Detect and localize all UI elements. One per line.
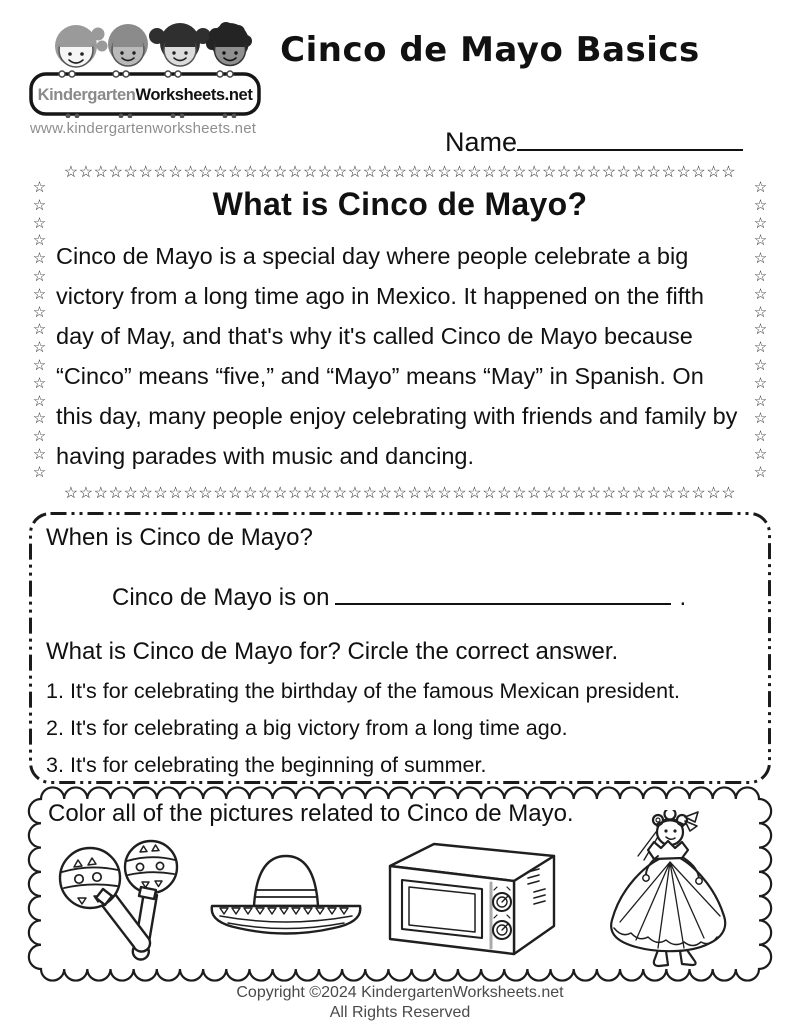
logo-banner-text — [31, 80, 259, 110]
worksheet-title: Cinco de Mayo Basics — [280, 30, 700, 70]
picture-dancer[interactable] — [596, 810, 741, 977]
footer-rights: All Rights Reserved — [329, 1004, 471, 1021]
choice-3-text: It's for celebrating the beginning of summer. — [70, 753, 487, 777]
logo-banner-black: Worksheets.net — [135, 86, 253, 104]
maracas-icon — [52, 834, 194, 972]
choice-1-text: It's for celebrating the birthday of the famous Mexican president. — [70, 679, 681, 703]
name-blank-line[interactable] — [517, 122, 743, 151]
coloring-box — [30, 788, 770, 980]
choice-2-number: 2. — [46, 716, 64, 740]
choice-2-text: It's for celebrating a big victory from a long time ago. — [70, 716, 568, 740]
reading-heading: What is Cinco de Mayo? — [212, 186, 588, 222]
logo-banner-gray: Kindergarten — [37, 86, 136, 104]
choice-1[interactable] — [46, 673, 758, 710]
dancer-icon — [596, 810, 741, 972]
choices-list — [46, 673, 758, 784]
star-border-top: ☆☆☆☆☆☆☆☆☆☆☆☆☆☆☆☆☆☆☆☆☆☆☆☆☆☆☆☆☆☆☆☆☆☆☆☆☆☆☆☆☆☆☆☆☆ — [63, 164, 737, 181]
choice-3-number: 3. — [46, 753, 64, 777]
picture-maracas[interactable] — [52, 834, 194, 977]
choice-1-number: 1. — [46, 679, 64, 703]
reading-paragraph: Cinco de Mayo is a special day where people celebrate a big victory from a long time ago in Mexico. It happened on the fifth day of May, and that's why it's called Cinco de Mayo because “Cinco” means “five,” and “Mayo” means “May” in Spanish. On this day, many people enjoy celebrating with friends and family by having parades with music and dancing. — [56, 243, 738, 469]
star-border-bottom: ☆☆☆☆☆☆☆☆☆☆☆☆☆☆☆☆☆☆☆☆☆☆☆☆☆☆☆☆☆☆☆☆☆☆☆☆☆☆☆☆☆☆☆☆☆ — [63, 485, 737, 502]
picture-sombrero[interactable] — [206, 844, 366, 944]
questions-box — [28, 511, 772, 785]
footer-copyright: Copyright ©2024 KindergartenWorksheets.net — [236, 984, 564, 1001]
answer-prefix: Cinco de Mayo is on — [112, 584, 330, 611]
answer-suffix: . — [679, 584, 687, 611]
sombrero-icon — [206, 844, 366, 939]
answer-row — [112, 579, 758, 612]
site-logo — [28, 16, 263, 146]
microwave-icon — [382, 836, 562, 958]
choice-3[interactable] — [46, 747, 758, 784]
logo-url: www.kindergartenworksheets.net — [30, 120, 257, 137]
star-border-right: ☆☆☆☆☆☆☆☆☆☆☆☆☆☆☆☆☆ — [753, 179, 768, 481]
question-when: When is Cinco de Mayo? — [46, 524, 313, 551]
coloring-instruction: Color all of the pictures related to Cinco de Mayo. — [48, 800, 574, 827]
picture-microwave[interactable] — [382, 836, 562, 963]
star-border-left: ☆☆☆☆☆☆☆☆☆☆☆☆☆☆☆☆☆ — [32, 179, 47, 481]
name-label: Name — [445, 127, 518, 157]
choice-2[interactable] — [46, 710, 758, 747]
name-row — [445, 122, 743, 158]
footer — [0, 983, 800, 1023]
answer-blank-line[interactable] — [335, 579, 671, 605]
reading-box — [30, 164, 770, 502]
question-what-for: What is Cinco de Mayo for? Circle the correct answer. — [46, 638, 619, 665]
